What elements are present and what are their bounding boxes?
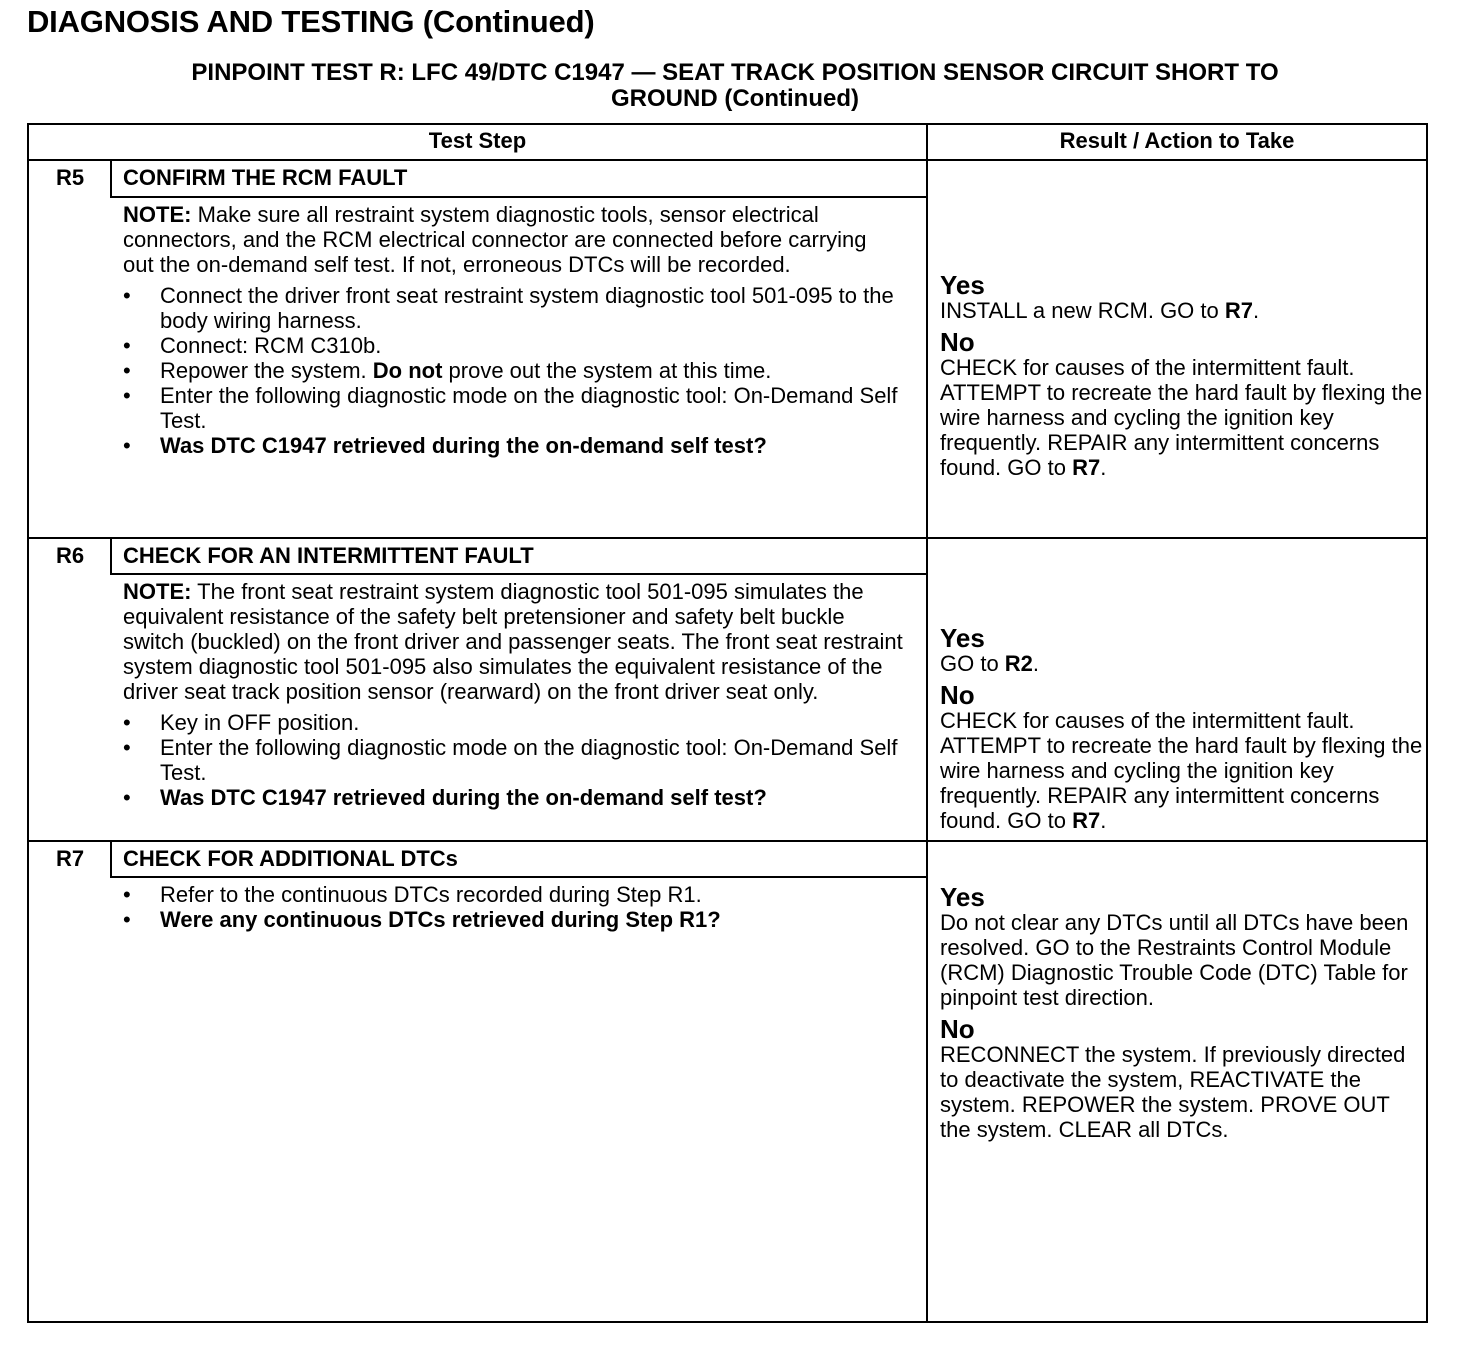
header-test-step: Test Step bbox=[428, 128, 527, 153]
list-item: • Connect the driver front seat restraint system diagnostic tool 501-095 to the body wiring harness. bbox=[123, 283, 903, 333]
list-item: • Enter the following diagnostic mode on the diagnostic tool: On-Demand Self Test. bbox=[123, 383, 903, 433]
page-title: DIAGNOSIS AND TESTING (Continued) bbox=[27, 4, 595, 39]
pinpoint-test-title bbox=[60, 60, 1410, 112]
step-body bbox=[123, 882, 903, 932]
list-item: • Refer to the continuous DTCs recorded during Step R1. bbox=[123, 882, 903, 907]
step-body bbox=[123, 579, 903, 810]
note-label: NOTE: bbox=[123, 579, 192, 604]
step-bullet-list bbox=[123, 710, 903, 810]
result-action bbox=[940, 268, 1426, 486]
yes-action: Do not clear any DTCs until all DTCs have been resolved. GO to the Restraints Control Module (RCM) Diagnostic Trouble Code (DTC) Table for pinpoint test direction. bbox=[940, 910, 1409, 1010]
no-action: CHECK for causes of the intermittent fault. ATTEMPT to recreate the hard fault by flexing the wire harness and cycling the ignition key frequently. REPAIR any intermittent concerns found. GO to R7. bbox=[940, 355, 1423, 480]
no-label: No bbox=[940, 680, 975, 710]
step-number: R5 bbox=[55, 165, 85, 190]
list-item: • Repower the system. Do not prove out the system at this time. bbox=[123, 358, 903, 383]
list-item: • Enter the following diagnostic mode on the diagnostic tool: On-Demand Self Test. bbox=[123, 735, 903, 785]
step-title: CHECK FOR ADDITIONAL DTCs bbox=[123, 846, 458, 871]
step-body bbox=[123, 202, 903, 458]
yes-action: INSTALL a new RCM. GO to R7. bbox=[940, 298, 1260, 323]
no-label: No bbox=[940, 327, 975, 357]
note bbox=[123, 202, 903, 277]
yes-label: Yes bbox=[940, 623, 985, 653]
list-item: • Were any continuous DTCs retrieved during Step R1? bbox=[123, 907, 903, 932]
header-result-action: Result / Action to Take bbox=[1059, 128, 1295, 153]
list-item: • Key in OFF position. bbox=[123, 710, 903, 735]
list-item: • Connect: RCM C310b. bbox=[123, 333, 903, 358]
step-title: CONFIRM THE RCM FAULT bbox=[123, 165, 408, 190]
note-text: The front seat restraint system diagnostic tool 501-095 simulates the equivalent resistance of the safety belt pretensioner and safety belt buckle switch (buckled) on the front driver and passenger seats. The front seat restraint system diagnostic tool 501-095 also simulates the equivalent resistance of the driver seat track position sensor (rearward) on the front driver seat only. bbox=[123, 579, 903, 704]
result-action bbox=[940, 880, 1426, 1148]
note-label: NOTE: bbox=[123, 202, 192, 227]
result-action bbox=[940, 621, 1426, 839]
step-number: R6 bbox=[55, 543, 85, 568]
no-action: RECONNECT the system. If previously directed to deactivate the system, REACTIVATE the system. REPOWER the system. PROVE OUT the system. CLEAR all DTCs. bbox=[940, 1042, 1406, 1142]
step-bullet-list bbox=[123, 882, 903, 932]
yes-label: Yes bbox=[940, 270, 985, 300]
note bbox=[123, 579, 903, 704]
yes-label: Yes bbox=[940, 882, 985, 912]
no-label: No bbox=[940, 1014, 975, 1044]
test-title-line-2: GROUND (Continued) bbox=[611, 85, 859, 112]
list-item: • Was DTC C1947 retrieved during the on-demand self test? bbox=[123, 785, 903, 810]
list-item: • Was DTC C1947 retrieved during the on-demand self test? bbox=[123, 433, 903, 458]
note-text: Make sure all restraint system diagnostic tools, sensor electrical connectors, and the RCM electrical connector are connected before carrying out the on-demand self test. If not, erroneous DTCs will be recorded. bbox=[123, 202, 867, 277]
no-action: CHECK for causes of the intermittent fault. ATTEMPT to recreate the hard fault by flexing the wire harness and cycling the ignition key frequently. REPAIR any intermittent concerns found. GO to R7. bbox=[940, 708, 1423, 833]
yes-action: GO to R2. bbox=[940, 651, 1040, 676]
test-title-line-1: PINPOINT TEST R: LFC 49/DTC C1947 — SEAT TRACK POSITION SENSOR CIRCUIT SHORT TO bbox=[191, 59, 1279, 86]
step-number: R7 bbox=[55, 846, 85, 871]
step-title: CHECK FOR AN INTERMITTENT FAULT bbox=[123, 543, 534, 568]
step-bullet-list bbox=[123, 283, 903, 458]
divider bbox=[926, 123, 928, 1323]
divider bbox=[111, 196, 926, 198]
